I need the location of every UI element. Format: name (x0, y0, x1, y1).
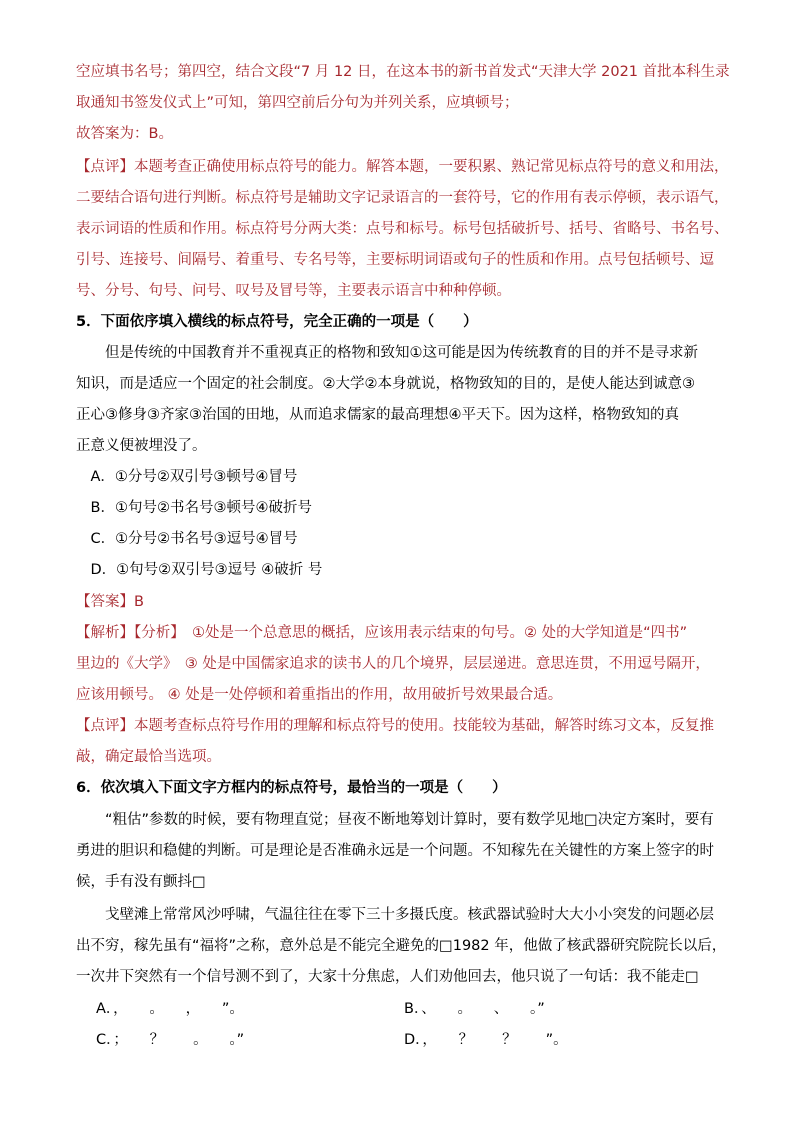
comment-line: 敲，确定最恰当选项。 (76, 749, 221, 765)
passage-line: “粗估”参数的时候，要有物理直觉；昼夜不断地筹划计算时，要有数学见地□决定方案时，要有 (76, 812, 714, 828)
choice-c: C．①分号②书名号③逗号④冒号 (76, 531, 298, 547)
passage-line: 但是传统的中国教育并不重视真正的格物和致知①这可能是因为传统教育的目的并不是寻求新 (76, 345, 698, 361)
option-b: B．、 。 、 。” (404, 1001, 545, 1017)
text-line: 二要结合语句进行判断。标点符号是辅助文字记录语言的一套符号，它的作用有表示停顿，表示语气， (76, 190, 729, 206)
text-line: 【点评】本题考查正确使用标点符号的能力。解答本题，一要积累、熟记常见标点符号的意义和用法， (76, 159, 729, 175)
text-line: 引号、连接号、间隔号、着重号、专名号等，主要标明词语或句子的性质和作用。点号包括顿号、逗 (76, 252, 714, 268)
passage-line: 出不穷，稼先虽有“福将”之称，意外总是不能完全避免的□1982 年，他做了核武器研究院院长以后， (76, 938, 727, 954)
choice-b: B．①句号②书名号③顿号④破折号 (76, 500, 312, 516)
text-line: 号、分号、句号、问号、叹号及冒号等，主要表示语言中种种停顿。 (76, 283, 511, 299)
choice-d: D．①句号②双引号③逗号 ④破折 号 (76, 562, 323, 578)
text-line: 空应填书名号；第四空，结合文段“7 月 12 日，在这本书的新书首发式“天津大学 2021 首批本科生录 (76, 64, 730, 80)
option-a: A．， 。 ， ”。 (96, 1001, 244, 1017)
analysis-line: 应该用顿号。 ④ 处是一处停顿和着重指出的作用，故用破折号效果最合适。 (76, 687, 563, 703)
passage-line: 戈壁滩上常常风沙呼啸，气温往往在零下三十多摄氏度。核武器试验时大大小小突发的问题必层 (76, 907, 714, 923)
analysis-line: 【解析】【分析】 ①处是一个总意思的概括，应该用表示结束的句号。② 处的大学知道是“四书” (76, 625, 688, 641)
choice-a: A．①分号②双引号③顿号④冒号 (76, 469, 298, 485)
text-line: 表示词语的性质和作用。标点符号分两大类：点号和标号。标号包括破折号、括号、省略号、书名号、 (76, 221, 729, 237)
passage-line: 正心③修身③齐家③治国的田地，从而追求儒家的最高理想④平天下。因为这样，格物致知的真 (76, 407, 679, 423)
passage-line: 勇进的胆识和稳健的判断。可是理论是否准确永远是一个问题。不知稼先在关键性的方案上签字的时 (76, 843, 714, 859)
text-line: 取通知书签发仪式上”可知，第四空前后分句为并列关系，应填顿号； (76, 95, 519, 111)
analysis-line: 里边的《大学》 ③ 处是中国儒家追求的读书人的几个境界，层层递进。意思连贯，不用逗号隔开， (76, 656, 710, 672)
comment-line: 【点评】本题考查标点符号作用的理解和标点符号的使用。技能较为基础，解答时练习文本，反复推 (76, 718, 714, 734)
passage-line: 正意义便被埋没了。 (76, 438, 207, 454)
passage-line: 候，手有没有颤抖□ (76, 874, 206, 890)
question-5-title: 5．下面依序填入横线的标点符号，完全正确的一项是（ ） (76, 314, 478, 330)
question-6-title: 6．依次填入下面文字方框内的标点符号，最恰当的一项是（ ） (76, 780, 507, 796)
passage-line: 知识，而是适应一个固定的社会制度。②大学②本身就说，格物致知的目的，是使人能达到诚意③ (76, 376, 695, 392)
text-line: 故答案为：B。 (76, 126, 173, 142)
option-c: C．； ？ 。 。” (96, 1032, 245, 1048)
option-d: D．， ？ ？ ”。 (404, 1032, 568, 1048)
answer-line: 【答案】B (76, 594, 144, 610)
passage-line: 一次井下突然有一个信号测不到了，大家十分焦虑，人们劝他回去，他只说了一句话：我不能走□ (76, 969, 699, 985)
